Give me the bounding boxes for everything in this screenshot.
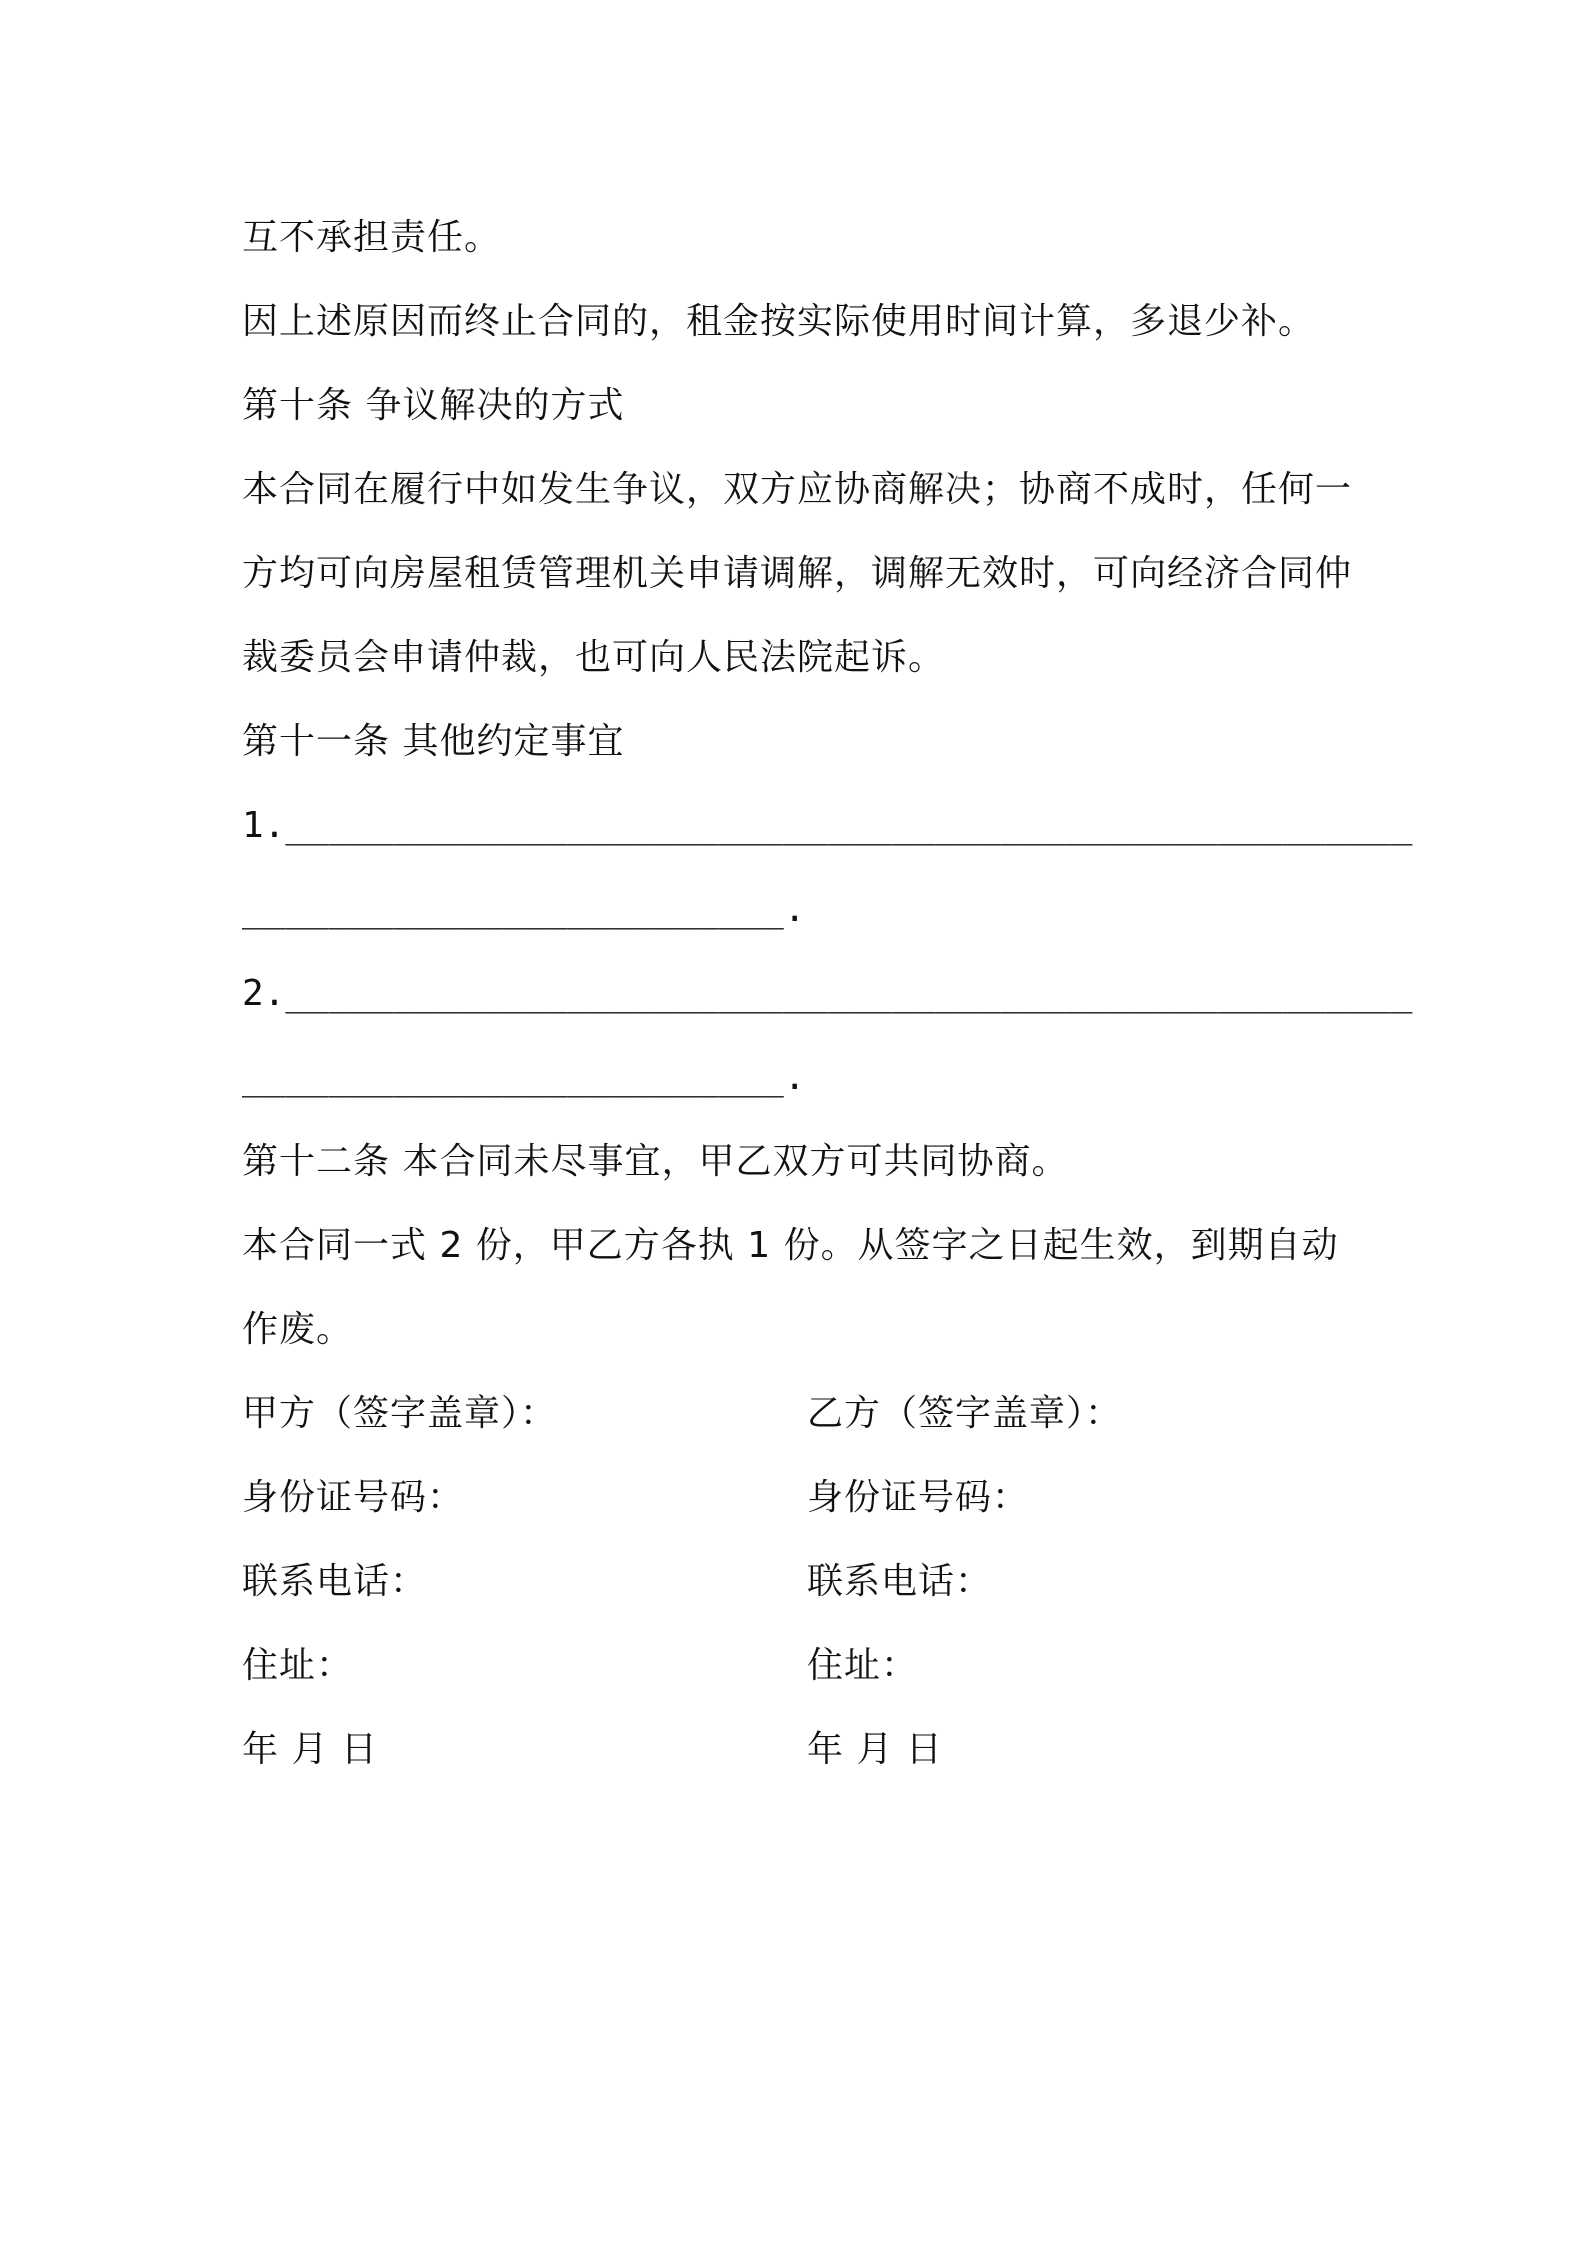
party-a-date-label: 年 月 日 bbox=[242, 1729, 378, 1770]
paragraph: 本合同一式 2 份，甲乙方各执 1 份。从签字之日起生效，到期自动 bbox=[242, 1225, 1339, 1266]
fill-in-blank: 2.____________________________________________________ bbox=[242, 973, 1413, 1014]
party-b-address-label: 住址： bbox=[807, 1645, 919, 1686]
party-a-seal-label: 甲方（签字盖章）： bbox=[242, 1393, 558, 1434]
paragraph: 互不承担责任。 bbox=[242, 217, 502, 258]
document-body bbox=[242, 196, 1413, 1792]
party-b-id-label: 身份证号码： bbox=[807, 1477, 1030, 1518]
party-b-date-label: 年 月 日 bbox=[807, 1729, 943, 1770]
signature-date-row bbox=[242, 1708, 1362, 1792]
party-a-id-label: 身份证号码： bbox=[242, 1477, 465, 1518]
paragraph: 本合同在履行中如发生争议，双方应协商解决；协商不成时，任何一 bbox=[242, 469, 1353, 510]
party-b-seal-label: 乙方（签字盖章）： bbox=[807, 1393, 1123, 1434]
article-heading: 第十一条 其他约定事宜 bbox=[242, 721, 625, 762]
article-heading: 第十条 争议解决的方式 bbox=[242, 385, 625, 426]
paragraph: 因上述原因而终止合同的，租金按实际使用时间计算，多退少补。 bbox=[242, 301, 1316, 342]
signature-phone-row bbox=[242, 1540, 1362, 1624]
signature-address-row bbox=[242, 1624, 1362, 1708]
fill-in-blank: _________________________. bbox=[242, 1057, 806, 1098]
party-a-address-label: 住址： bbox=[242, 1645, 354, 1686]
article-heading: 第十二条 本合同未尽事宜，甲乙双方可共同协商。 bbox=[242, 1141, 1069, 1182]
signature-seal-row bbox=[242, 1372, 1362, 1456]
party-b-phone-label: 联系电话： bbox=[807, 1561, 993, 1602]
paragraph: 作废。 bbox=[242, 1309, 354, 1350]
party-a-phone-label: 联系电话： bbox=[242, 1561, 428, 1602]
signature-id-row bbox=[242, 1456, 1362, 1540]
fill-in-blank: _________________________. bbox=[242, 889, 806, 930]
paragraph: 裁委员会申请仲裁，也可向人民法院起诉。 bbox=[242, 637, 946, 678]
fill-in-blank: 1.____________________________________________________ bbox=[242, 805, 1413, 846]
paragraph: 方均可向房屋租赁管理机关申请调解，调解无效时，可向经济合同仲 bbox=[242, 553, 1353, 594]
